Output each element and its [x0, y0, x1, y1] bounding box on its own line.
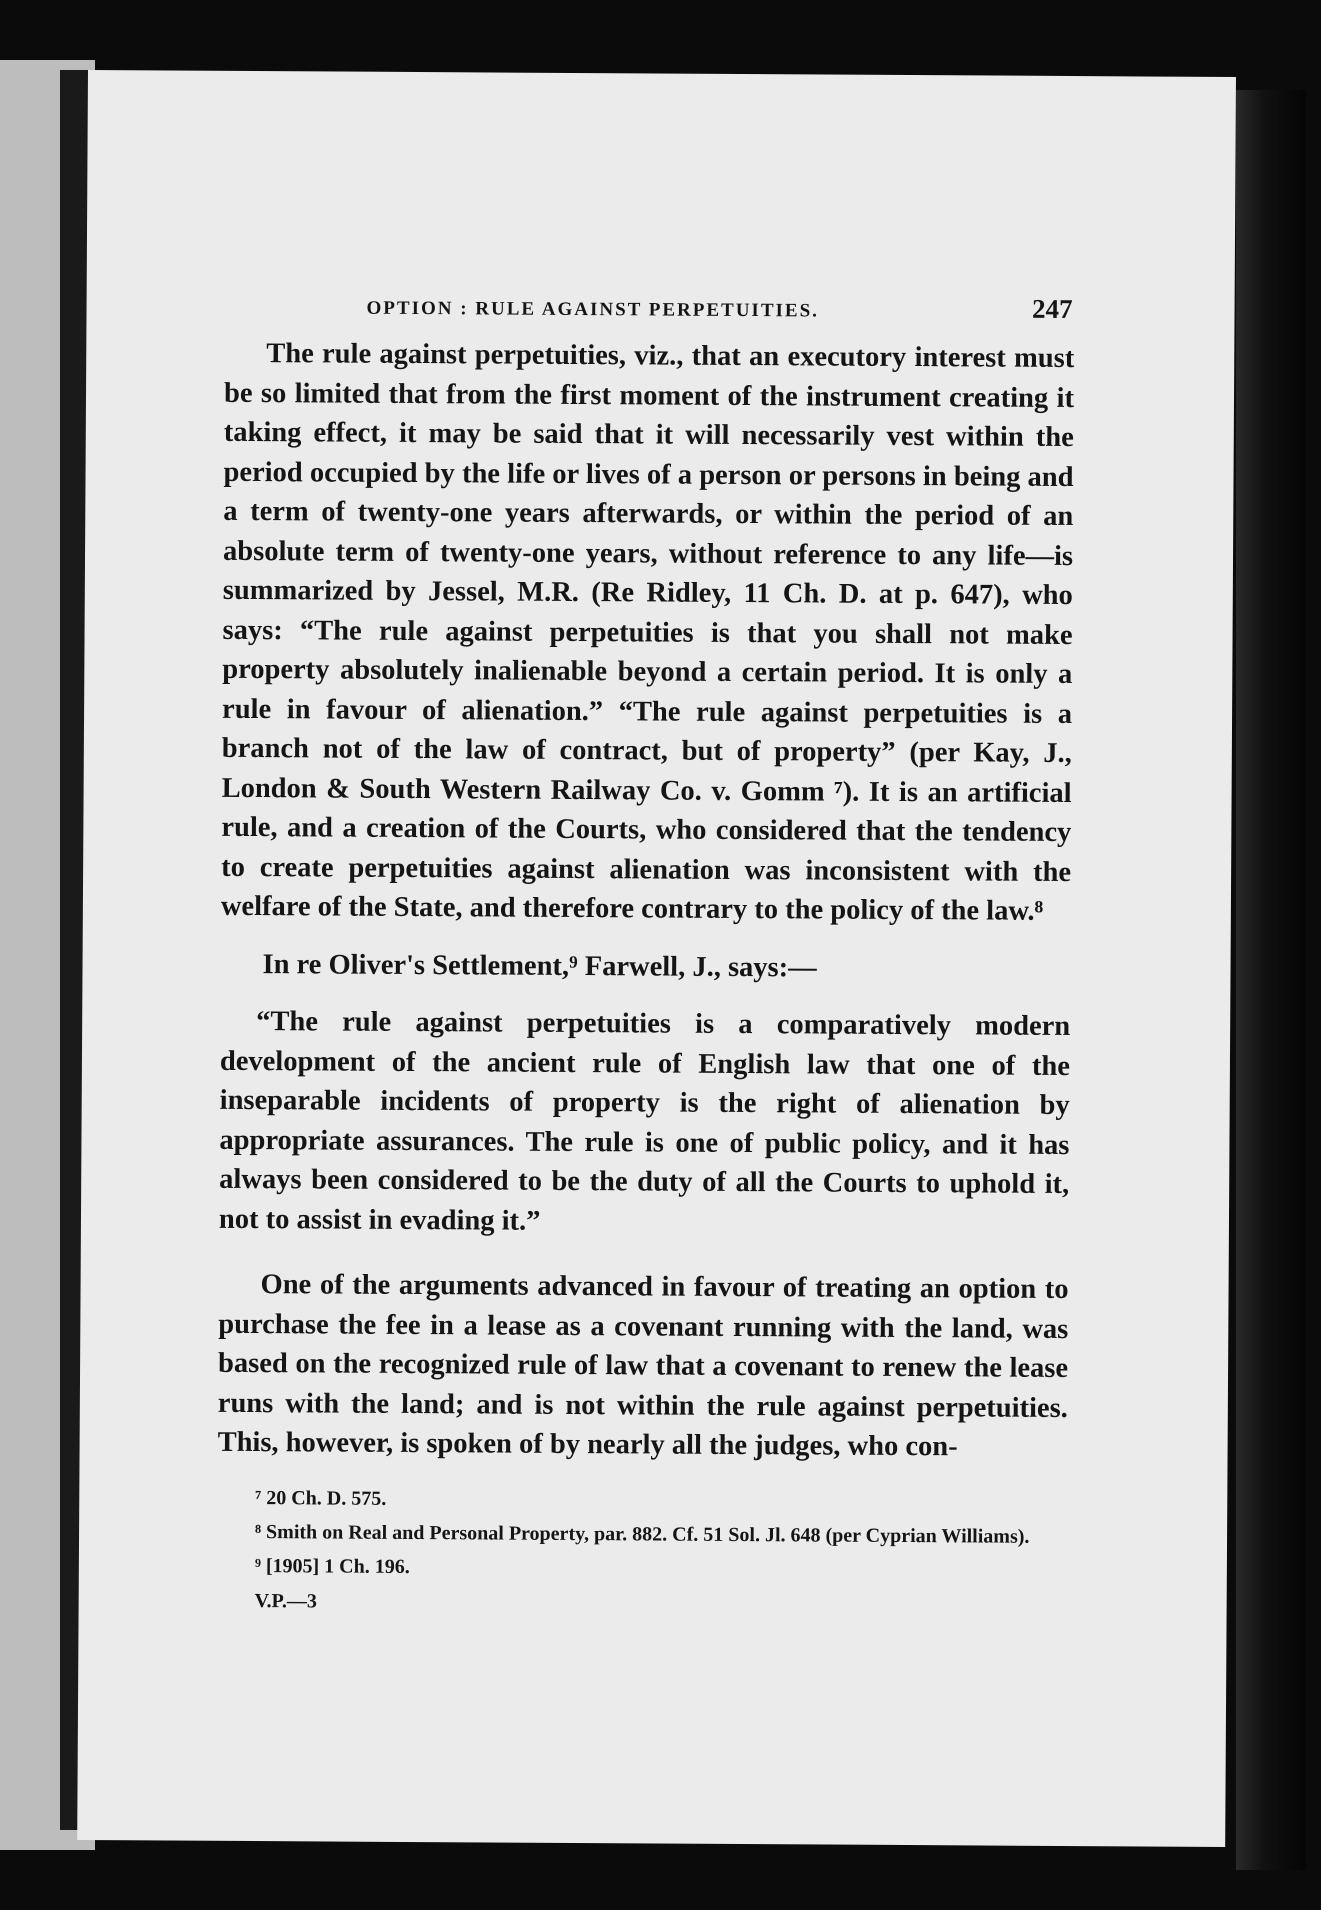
footnote-7: ⁷ 20 Ch. D. 575. — [255, 1486, 387, 1510]
footnotes — [217, 1484, 1068, 1584]
signature-mark: V.P.—3 — [254, 1589, 317, 1612]
paragraph-rule-summary: The rule against perpetuities, viz., that an executory interest must be so limited that from the first moment of the instrument creating it taking effect, it may be said that it will necessarily vest within the period occupied by the life or lives of a person or persons in being and a term of twenty-one years afterwards, or within the period of an absolute term of twenty-one years, without reference to any life—is summarized by Jessel, M.R. (Re Ridley, 11 Ch. D. at p. 647), who says: “The rule against perpetuities is that you shall not make property absolutely inalienable beyond a certain period. It is only a rule in favour of alienation.” “The rule against perpetuities is a branch not of the law of contract, but of property” (per Kay, J., London & South Western Railway Co. v. Gomm ⁷). It is an artificial rule, and a creation of the Courts, who considered that the tendency to create perpetuities against alienation was inconsistent with the welfare of the State, and therefore contrary to the policy of the law.⁸ — [220, 338, 1075, 927]
page-content — [217, 289, 1075, 1618]
book-page — [77, 70, 1236, 1847]
paragraph-case-intro: In re Oliver's Settlement,⁹ Farwell, J., says:— — [262, 948, 817, 983]
paragraph-quotation: “The rule against perpetuities is a comparatively modern development of the ancient rule of English law that one of the inseparable incidents of property is the right of alienation by appropriate assurances. The rule is one of public policy, and it has always been considered to be the duty of all the Courts to uphold it, not to assist in evading it.” — [218, 1006, 1071, 1237]
running-head — [366, 290, 1074, 325]
page-number: 247 — [1031, 293, 1073, 325]
footnote-8: ⁸ Smith on Real and Personal Property, par. 882. Cf. 51 Sol. Jl. 648 (per Cyprian Williams). — [255, 1520, 1030, 1548]
paragraph-arguments: One of the arguments advanced in favour of treating an option to purchase the fee in a lease as a covenant running with the land, was based on the recognized rule of law that a covenant to renew the lease runs with the land; and is not within the rule against perpetuities. This, however, is spoken of by nearly all the judges, who con- — [217, 1269, 1069, 1463]
page-edge-shadow — [1236, 90, 1306, 1870]
running-head-title: OPTION : RULE AGAINST PERPETUITIES. — [366, 297, 819, 322]
footnote-9: ⁹ [1905] 1 Ch. 196. — [254, 1554, 410, 1578]
